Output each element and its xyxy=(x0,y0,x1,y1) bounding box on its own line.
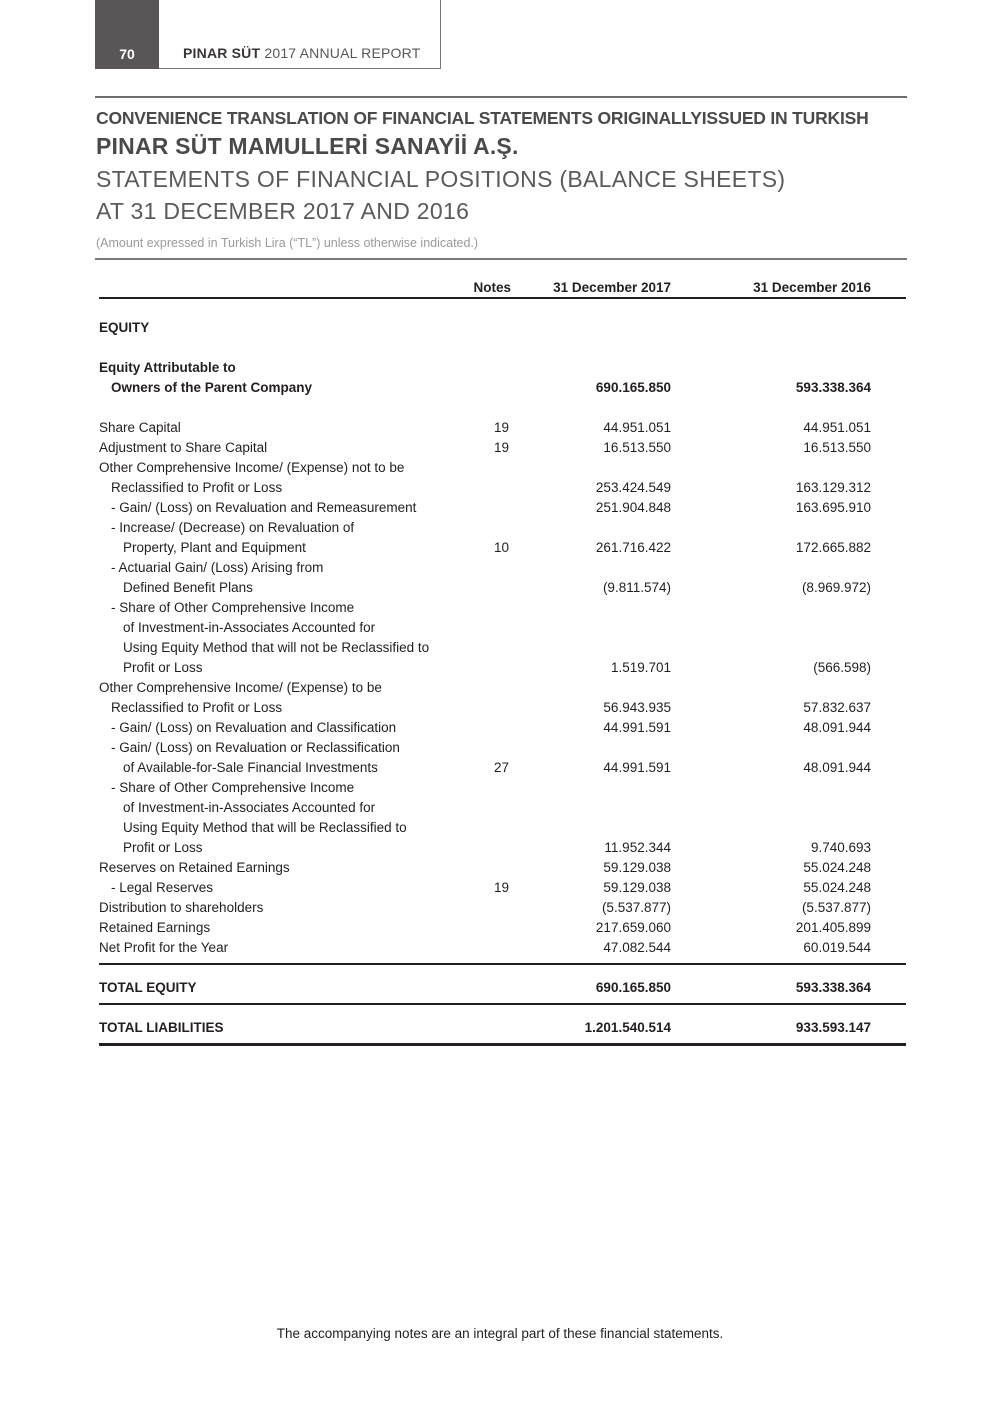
row-value-2017: 59.129.038 xyxy=(603,860,671,875)
table-row xyxy=(99,358,906,378)
currency-note: (Amount expressed in Turkish Lira (“TL”) unless otherwise indicated.) xyxy=(96,236,479,250)
table-row xyxy=(99,518,906,538)
table-row xyxy=(99,658,906,678)
row-value-2016: 48.091.944 xyxy=(803,720,871,735)
row-value-2017: 217.659.060 xyxy=(595,920,671,935)
row-note: 19 xyxy=(494,440,510,455)
row-label: - Actuarial Gain/ (Loss) Arising from xyxy=(111,560,324,575)
col-header-2017: 31 December 2017 xyxy=(553,280,671,295)
row-value-2016: 163.695.910 xyxy=(795,500,871,515)
row-value-2017: 56.943.935 xyxy=(603,700,671,715)
row-label: Reserves on Retained Earnings xyxy=(99,860,290,875)
row-value-2017: 47.082.544 xyxy=(603,940,671,955)
row-label: Equity Attributable to xyxy=(99,360,236,375)
row-label: - Gain/ (Loss) on Revaluation or Reclassification xyxy=(111,740,400,755)
table-row xyxy=(99,918,906,938)
row-label: Reclassified to Profit or Loss xyxy=(111,480,283,495)
row-value-2017: (9.811.574) xyxy=(602,580,671,595)
table-row xyxy=(99,318,906,338)
row-note: 27 xyxy=(494,760,510,775)
row-label: Owners of the Parent Company xyxy=(111,380,313,395)
row-label: TOTAL LIABILITIES xyxy=(99,1020,224,1035)
row-value-2016: 9.740.693 xyxy=(810,840,871,855)
top-divider xyxy=(95,96,907,98)
row-label: TOTAL EQUITY xyxy=(99,980,197,995)
row-value-2016: 593.338.364 xyxy=(795,980,871,995)
row-value-2017: 44.991.591 xyxy=(603,720,671,735)
row-label: - Share of Other Comprehensive Income xyxy=(111,780,355,795)
footer-note: The accompanying notes are an integral part of these financial statements. xyxy=(276,1326,724,1341)
table-row xyxy=(99,718,906,738)
row-label: of Investment-in-Associates Accounted for xyxy=(123,800,376,815)
row-value-2017: 690.165.850 xyxy=(595,380,671,395)
row-label: Other Comprehensive Income/ (Expense) not to be xyxy=(99,460,405,475)
statement-title: STATEMENTS OF FINANCIAL POSITIONS (BALANCE SHEETS) xyxy=(96,166,786,192)
table-row xyxy=(99,978,906,998)
row-label: Share Capital xyxy=(99,420,181,435)
row-value-2016: 55.024.248 xyxy=(803,860,871,875)
row-label: Other Comprehensive Income/ (Expense) to be xyxy=(99,680,382,695)
table-row xyxy=(99,838,906,858)
row-value-2017: 251.904.848 xyxy=(595,500,671,515)
statement-date: AT 31 DECEMBER 2017 AND 2016 xyxy=(96,198,470,224)
company-name: PINAR SÜT MAMULLERİ SANAYİİ A.Ş. xyxy=(96,133,519,159)
report-title: 2017 ANNUAL REPORT xyxy=(264,45,421,61)
table-row xyxy=(99,438,906,458)
row-label: of Available-for-Sale Financial Investments xyxy=(123,760,378,775)
row-value-2016: 16.513.550 xyxy=(803,440,871,455)
row-value-2017: 1.201.540.514 xyxy=(584,1020,671,1035)
table-row xyxy=(99,618,906,638)
row-label: Defined Benefit Plans xyxy=(123,580,253,595)
row-label: Property, Plant and Equipment xyxy=(123,540,306,555)
row-note: 10 xyxy=(494,540,510,555)
table-row xyxy=(99,898,906,918)
table-row xyxy=(99,478,906,498)
row-value-2017: 16.513.550 xyxy=(603,440,671,455)
row-value-2016: (5.537.877) xyxy=(801,900,871,915)
table-row xyxy=(99,818,906,838)
row-label: Net Profit for the Year xyxy=(99,940,229,955)
table-row xyxy=(99,378,906,398)
table-row xyxy=(99,778,906,798)
row-value-2016: 55.024.248 xyxy=(803,880,871,895)
table-row xyxy=(99,598,906,618)
row-label: Using Equity Method that will be Reclassified to xyxy=(123,820,407,835)
table-row xyxy=(99,738,906,758)
brand-name: PINAR SÜT xyxy=(183,45,261,61)
row-value-2016: (566.598) xyxy=(813,660,871,675)
row-note: 19 xyxy=(494,420,510,435)
row-label: Adjustment to Share Capital xyxy=(99,440,268,455)
table-row xyxy=(99,538,906,558)
table-row xyxy=(99,798,906,818)
row-label: of Investment-in-Associates Accounted for xyxy=(123,620,376,635)
row-label: - Gain/ (Loss) on Revaluation and Classification xyxy=(111,720,397,735)
row-label: Distribution to shareholders xyxy=(99,900,264,915)
table-row xyxy=(99,458,906,478)
header-rule xyxy=(99,297,906,299)
title-divider xyxy=(95,258,907,260)
row-value-2016: 172.665.882 xyxy=(795,540,871,555)
col-header-2016: 31 December 2016 xyxy=(753,280,871,295)
table-row xyxy=(99,558,906,578)
row-label: - Gain/ (Loss) on Revaluation and Remeasurement xyxy=(111,500,417,515)
table-header-row xyxy=(99,278,906,298)
col-header-notes: Notes xyxy=(473,280,511,295)
row-value-2016: 933.593.147 xyxy=(795,1020,871,1035)
row-value-2017: 690.165.850 xyxy=(595,980,671,995)
table-row xyxy=(99,498,906,518)
row-value-2017: 44.991.591 xyxy=(603,760,671,775)
row-label: - Increase/ (Decrease) on Revaluation of xyxy=(111,520,355,535)
row-label: Profit or Loss xyxy=(123,660,203,675)
row-value-2017: 253.424.549 xyxy=(595,480,671,495)
row-value-2016: 163.129.312 xyxy=(795,480,871,495)
row-label: Using Equity Method that will not be Reclassified to xyxy=(123,640,430,655)
row-label: - Legal Reserves xyxy=(111,880,214,895)
row-value-2017: 11.952.344 xyxy=(604,840,671,855)
row-value-2017: 44.951.051 xyxy=(603,420,671,435)
translation-note: CONVENIENCE TRANSLATION OF FINANCIAL STATEMENTS ORIGINALLYISSUED IN TURKISH xyxy=(96,108,869,128)
row-value-2016: 60.019.544 xyxy=(803,940,871,955)
table-row xyxy=(99,678,906,698)
page-number: 70 xyxy=(95,0,159,69)
total-liabilities-rule xyxy=(99,1043,906,1046)
row-value-2016: (8.969.972) xyxy=(801,580,871,595)
table-row xyxy=(99,638,906,658)
row-value-2016: 57.832.637 xyxy=(803,700,871,715)
row-value-2016: 593.338.364 xyxy=(795,380,871,395)
row-note: 19 xyxy=(494,880,510,895)
table-row xyxy=(99,578,906,598)
row-label: - Share of Other Comprehensive Income xyxy=(111,600,355,615)
row-label: EQUITY xyxy=(99,320,150,335)
table-row xyxy=(99,878,906,898)
table-row xyxy=(99,698,906,718)
row-value-2016: 44.951.051 xyxy=(803,420,871,435)
row-value-2017: 1.519.701 xyxy=(610,660,671,675)
row-label: Reclassified to Profit or Loss xyxy=(111,700,283,715)
running-header xyxy=(183,45,420,61)
total-equity-rule xyxy=(99,1003,906,1005)
row-value-2017: (5.537.877) xyxy=(601,900,671,915)
table-row xyxy=(99,758,906,778)
table-row xyxy=(99,938,906,958)
row-value-2016: 48.091.944 xyxy=(803,760,871,775)
row-value-2016: 201.405.899 xyxy=(795,920,871,935)
subtotal-rule xyxy=(99,963,906,965)
table-row xyxy=(99,418,906,438)
row-label: Retained Earnings xyxy=(99,920,211,935)
row-value-2017: 59.129.038 xyxy=(603,880,671,895)
table-row xyxy=(99,858,906,878)
row-value-2017: 261.716.422 xyxy=(595,540,671,555)
row-label: Profit or Loss xyxy=(123,840,203,855)
table-row xyxy=(99,1018,906,1038)
